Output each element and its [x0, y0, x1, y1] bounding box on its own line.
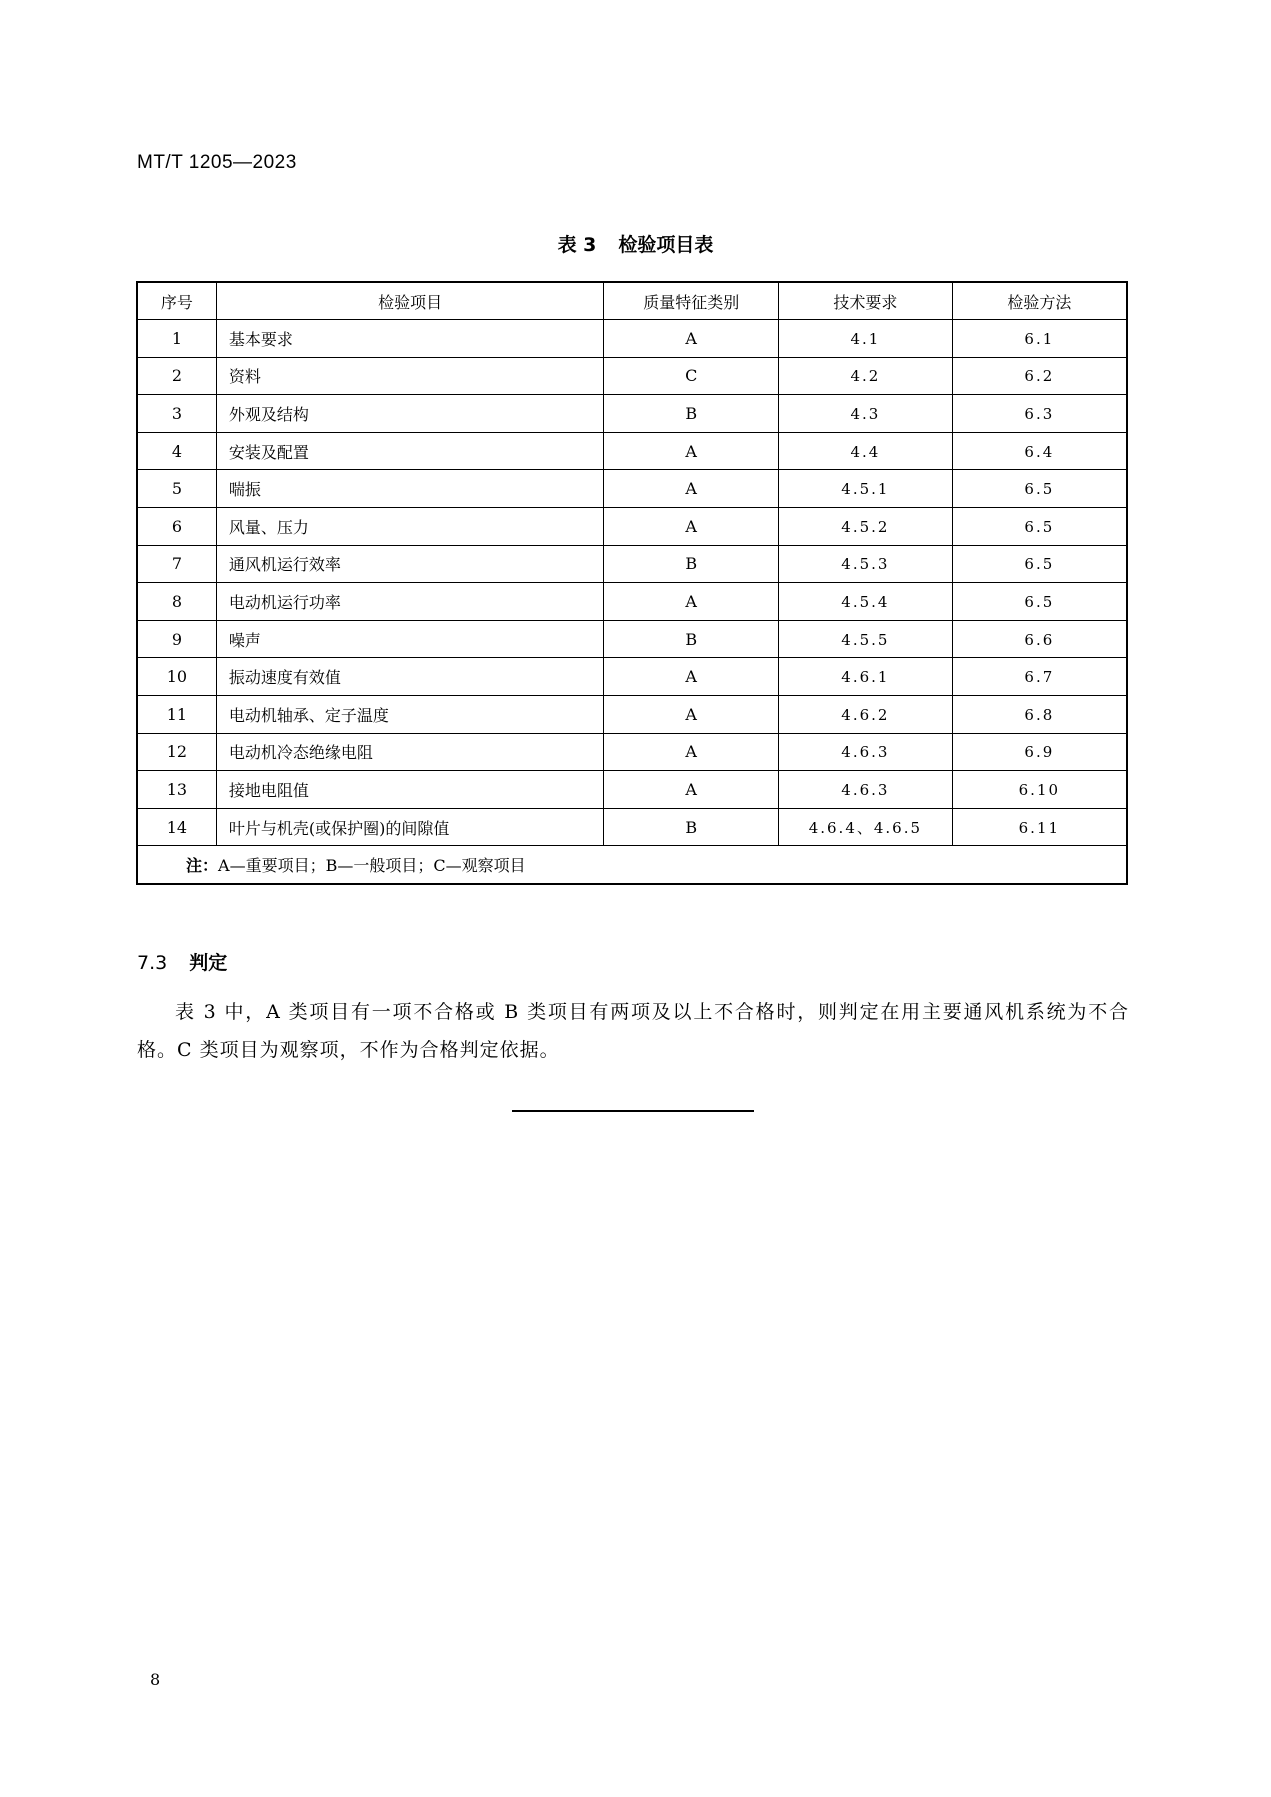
cell-technical-requirement [779, 357, 953, 395]
cell-technical-requirement [779, 508, 953, 546]
cell-serial-no: 1 [137, 320, 216, 358]
table-row [137, 583, 1127, 621]
inspection-items-table [136, 281, 1128, 885]
cell-technical-requirement [779, 395, 953, 433]
table-caption-title: 检验项目表 [618, 234, 714, 256]
cell-technical-requirement [779, 808, 953, 846]
table-row [137, 320, 1127, 358]
cell-quality-category: B [604, 808, 779, 846]
cell-serial-no: 10 [137, 658, 216, 696]
cell-serial-no: 4 [137, 432, 216, 470]
header-serial-no: 序号 [137, 282, 216, 320]
cell-technical-requirement-value: 4.6.3 [841, 743, 890, 762]
cell-serial-no: 2 [137, 357, 216, 395]
cell-serial-no: 14 [137, 808, 216, 846]
table-row [137, 808, 1127, 846]
cell-technical-requirement [779, 733, 953, 771]
cell-quality-category: B [604, 620, 779, 658]
header-quality-category: 质量特征类别 [604, 282, 779, 320]
cell-inspection-method-value: 6.5 [1024, 555, 1055, 574]
cell-technical-requirement [779, 583, 953, 621]
cell-inspection-item: 喘振 [216, 470, 603, 508]
cell-quality-category: A [604, 508, 779, 546]
cell-technical-requirement-value: 4.5.1 [841, 480, 890, 499]
cell-inspection-method [952, 508, 1127, 546]
cell-quality-category: A [604, 696, 779, 734]
cell-inspection-item: 外观及结构 [216, 395, 603, 433]
cell-technical-requirement-value: 4.3 [850, 405, 881, 424]
table-row [137, 545, 1127, 583]
cell-inspection-method [952, 808, 1127, 846]
end-of-document-rule [512, 1110, 754, 1112]
cell-inspection-item: 振动速度有效值 [216, 658, 603, 696]
cell-inspection-method [952, 432, 1127, 470]
section-heading [137, 948, 227, 975]
cell-inspection-method-value: 6.5 [1024, 517, 1055, 536]
cell-inspection-method-value: 6.6 [1024, 630, 1055, 649]
table-note-text: A—重要项目；B—一般项目；C—观察项目 [218, 855, 526, 875]
cell-inspection-method-value: 6.8 [1024, 705, 1055, 724]
cell-inspection-method-value: 6.11 [1018, 818, 1061, 837]
cell-serial-no: 3 [137, 395, 216, 433]
section-title: 判定 [189, 952, 228, 974]
cell-inspection-item: 资料 [216, 357, 603, 395]
cell-technical-requirement-value: 4.5.4 [841, 593, 890, 612]
cell-quality-category: A [604, 658, 779, 696]
cell-technical-requirement-value: 4.6.1 [841, 668, 890, 687]
cell-quality-category: A [604, 771, 779, 809]
cell-inspection-method [952, 320, 1127, 358]
cell-inspection-method [952, 395, 1127, 433]
cell-serial-no: 5 [137, 470, 216, 508]
cell-technical-requirement-value: 4.6.3 [841, 781, 890, 800]
cell-inspection-item: 接地电阻值 [216, 771, 603, 809]
table-note-label: 注： [186, 855, 219, 875]
table-header-row [137, 282, 1127, 320]
table-row [137, 658, 1127, 696]
table-caption [0, 230, 1271, 257]
cell-inspection-item: 电动机冷态绝缘电阻 [216, 733, 603, 771]
document-code: MT/T 1205—2023 [137, 152, 297, 173]
header-inspection-method: 检验方法 [952, 282, 1127, 320]
cell-serial-no: 8 [137, 583, 216, 621]
table-row [137, 696, 1127, 734]
cell-inspection-method [952, 357, 1127, 395]
cell-inspection-method [952, 470, 1127, 508]
cell-inspection-method-value: 6.10 [1018, 781, 1061, 800]
cell-technical-requirement [779, 696, 953, 734]
cell-inspection-method-value: 6.4 [1024, 442, 1055, 461]
cell-quality-category: B [604, 395, 779, 433]
table-caption-number: 表 3 [557, 234, 597, 256]
header-technical-requirement: 技术要求 [779, 282, 953, 320]
cell-inspection-item: 叶片与机壳(或保护圈)的间隙值 [216, 808, 603, 846]
table-row [137, 733, 1127, 771]
cell-inspection-method [952, 658, 1127, 696]
table-row [137, 771, 1127, 809]
cell-inspection-method-value: 6.3 [1024, 405, 1055, 424]
cell-inspection-item: 电动机轴承、定子温度 [216, 696, 603, 734]
cell-serial-no: 9 [137, 620, 216, 658]
cell-inspection-method [952, 620, 1127, 658]
cell-quality-category: C [604, 357, 779, 395]
cell-serial-no: 6 [137, 508, 216, 546]
table-note-row [137, 846, 1127, 884]
table-row [137, 432, 1127, 470]
cell-inspection-item: 基本要求 [216, 320, 603, 358]
cell-inspection-method [952, 545, 1127, 583]
cell-serial-no: 12 [137, 733, 216, 771]
table-row [137, 620, 1127, 658]
cell-serial-no: 11 [137, 696, 216, 734]
cell-quality-category: A [604, 320, 779, 358]
header-inspection-item: 检验项目 [216, 282, 603, 320]
cell-quality-category: A [604, 432, 779, 470]
cell-inspection-method-value: 6.7 [1024, 668, 1055, 687]
cell-technical-requirement-value: 4.1 [850, 329, 881, 348]
cell-inspection-item: 安装及配置 [216, 432, 603, 470]
cell-inspection-method-value: 6.5 [1024, 480, 1055, 499]
cell-quality-category: A [604, 470, 779, 508]
judgement-paragraph: 表 3 中，A 类项目有一项不合格或 B 类项目有两项及以上不合格时，则判定在用主要通风机系统为不合格。C 类项目为观察项，不作为合格判定依据。 [137, 1001, 1129, 1061]
cell-technical-requirement [779, 658, 953, 696]
cell-technical-requirement-value: 4.2 [850, 367, 881, 386]
cell-technical-requirement [779, 771, 953, 809]
cell-technical-requirement [779, 620, 953, 658]
cell-inspection-item: 噪声 [216, 620, 603, 658]
table-row [137, 395, 1127, 433]
cell-serial-no: 13 [137, 771, 216, 809]
cell-inspection-method [952, 696, 1127, 734]
cell-inspection-method-value: 6.2 [1024, 367, 1055, 386]
table-note [137, 846, 1127, 884]
cell-technical-requirement [779, 545, 953, 583]
cell-inspection-item: 通风机运行效率 [216, 545, 603, 583]
cell-technical-requirement-value: 4.5.2 [841, 517, 890, 536]
cell-inspection-method [952, 583, 1127, 621]
cell-inspection-method [952, 771, 1127, 809]
cell-technical-requirement-value: 4.5.3 [841, 555, 890, 574]
cell-quality-category: A [604, 733, 779, 771]
cell-technical-requirement-value: 4.6.2 [841, 705, 890, 724]
cell-inspection-method-value: 6.9 [1024, 743, 1055, 762]
cell-technical-requirement-value: 4.5.5 [841, 630, 890, 649]
cell-technical-requirement-value: 4.6.4、4.6.5 [808, 818, 923, 837]
cell-inspection-item: 电动机运行功率 [216, 583, 603, 621]
cell-technical-requirement [779, 432, 953, 470]
cell-inspection-method-value: 6.5 [1024, 593, 1055, 612]
table-row [137, 470, 1127, 508]
cell-quality-category: A [604, 583, 779, 621]
cell-technical-requirement [779, 320, 953, 358]
cell-serial-no: 7 [137, 545, 216, 583]
cell-technical-requirement-value: 4.4 [850, 442, 881, 461]
cell-inspection-item: 风量、压力 [216, 508, 603, 546]
section-number: 7.3 [137, 952, 168, 974]
cell-quality-category: B [604, 545, 779, 583]
cell-inspection-method [952, 733, 1127, 771]
cell-technical-requirement [779, 470, 953, 508]
table-row [137, 508, 1127, 546]
page-number: 8 [150, 1670, 161, 1689]
cell-inspection-method-value: 6.1 [1024, 329, 1055, 348]
table-row [137, 357, 1127, 395]
